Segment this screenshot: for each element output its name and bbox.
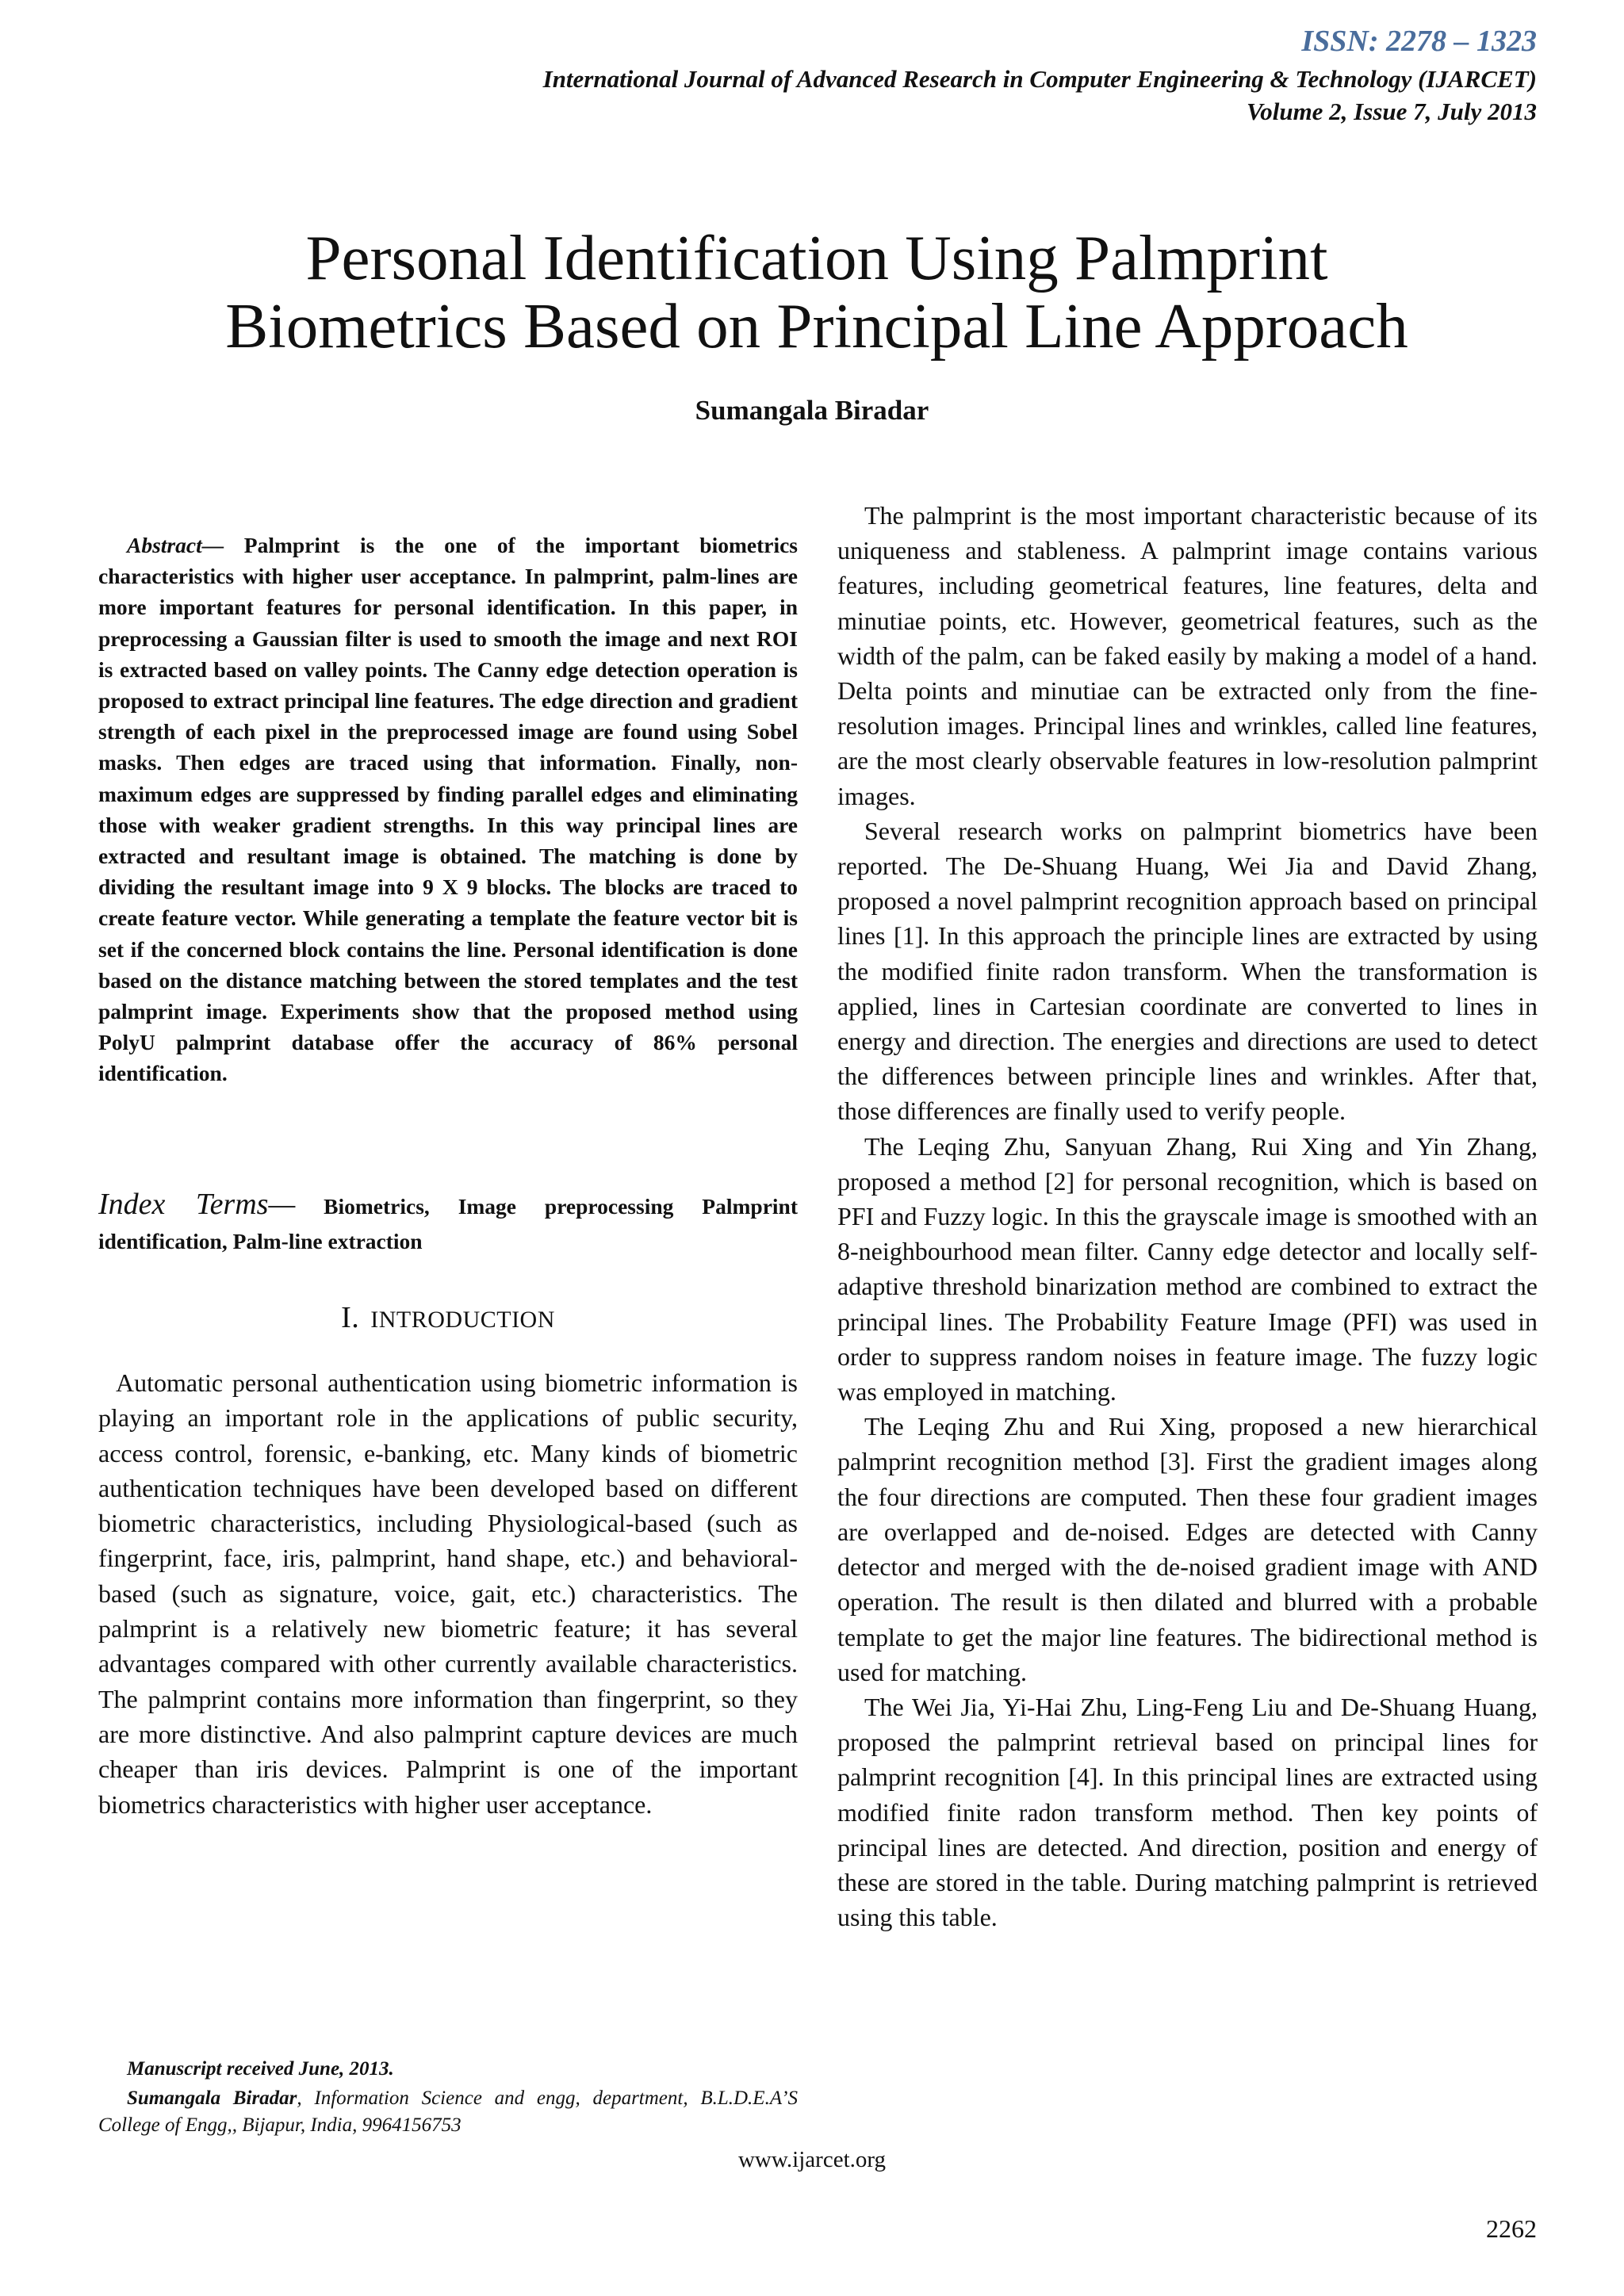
- abstract-text: Palmprint is the one of the important biometrics characteristics with higher user acceptance. In palmprint, palm-lines are more important features for personal identification. In this paper, in preprocessing a Gaussian filter is used to smooth the image and next ROI is extracted based on valley points. The Canny edge detection operation is proposed to extract principal line features. The edge direction and gradient strength of each pixel in the preprocessed image are found using Sobel masks. Then edges are traced using that information. Finally, non-maximum edges are suppressed by finding parallel edges and eliminating those with weaker gradient strengths. In this way principal lines are extracted and resultant image is obtained. The matching is done by dividing the resultant image into 9 X 9 blocks. The blocks are traced to create feature vector. While generating a template the feature vector bit is set if the concerned block contains the line. Personal identification is done based on the distance matching between the stored templates and the test palmprint image. Experiments show that the proposed method using PolyU palmprint database offer the accuracy of 86% personal identification.: [98, 533, 798, 1086]
- index-terms: [98, 1187, 798, 1259]
- journal-url: www.ijarcet.org: [737, 2147, 887, 2172]
- paper-title-line-1: Personal Identification Using Palmprint: [305, 222, 1328, 294]
- body-paragraph: The Leqing Zhu and Rui Xing, proposed a new hierarchical palmprint recognition method [3]. First the gradient images along the four directions are computed. Then these four gradient images are overlapped and de-noised. Edges are detected with Canny detector and merged with the de-noised gradient image with AND operation. The result is then dilated and blurred with a probable template to get the major line features. The bidirectional method is used for matching.: [837, 1412, 1538, 1686]
- body-paragraph: The Wei Jia, Yi-Hai Zhu, Ling-Feng Liu and De-Shuang Huang, proposed the palmprint retrieval based on principal lines for palmprint recognition [4]. In this principal lines are extracted using modified finite radon transform method. Then key points of principal lines are detected. And direction, position and energy of these are stored in the table. During matching palmprint is retrieved using this table.: [837, 1692, 1538, 1932]
- footnote-author: Sumangala Biradar: [127, 2087, 297, 2109]
- introduction-paragraph: Automatic personal authentication using biometric information is playing an important role in the applications of public security, access control, forensic, e-banking, etc. Many kinds of biometric authentication techniques have been developed based on different biometric characteristics, including Physiological-based (such as fingerprint, face, iris, palmprint, hand shape, etc.) and behavioral-based (such as signature, voice, gait, etc.) characteristics. The palmprint is a relatively new biometric feature; it has several advantages compared with other currently available characteristics. The palmprint contains more information than fingerprint, so they are more distinctive. And also palmprint capture devices are much cheaper than iris devices. Palmprint is one of the important biometrics characteristics with higher user acceptance.: [98, 1368, 798, 1819]
- section-number: I.: [341, 1301, 360, 1334]
- index-terms-label: Index Terms—: [98, 1188, 296, 1221]
- page-number: 2262: [1486, 2214, 1537, 2243]
- index-terms-text: Biometrics, Image preprocessing Palmprint identification, Palm-line extraction: [98, 1194, 798, 1253]
- abstract-label: Abstract—: [127, 533, 224, 557]
- paper-title: [119, 224, 1515, 360]
- journal-name: International Journal of Advanced Research in Computer Engineering & Technology (IJARCET): [542, 65, 1537, 93]
- volume-issue: Volume 2, Issue 7, July 2013: [1246, 98, 1537, 125]
- abstract: [98, 530, 798, 1089]
- section-heading-introduction: [98, 1300, 798, 1335]
- body-paragraph: The Leqing Zhu, Sanyuan Zhang, Rui Xing and Yin Zhang, proposed a method [2] for personal recognition, which is based on PFI and Fuzzy logic. In this the grayscale image is smoothed with an 8-neighbourhood mean filter. Canny edge detector and locally self-adaptive threshold binarization method are combined to extract the principal lines. The Probability Feature Image (PFI) was used in order to suppress random noises in feature image. The fuzzy logic was employed in matching.: [837, 1131, 1538, 1406]
- footnote-received: Manuscript received June, 2013.: [127, 2058, 394, 2080]
- footnote-affiliation: [98, 2085, 798, 2139]
- author-name: Sumangala Biradar: [695, 395, 929, 426]
- body-paragraph: The palmprint is the most important characteristic because of its uniqueness and stableness. A palmprint image contains various features, including geometrical features, line features, delta and minutiae points, etc. However, geometrical features, such as the width of the palm, can be faked easily by making a model of a hand. Delta points and minutiae can be extracted only from the fine-resolution images. Principal lines and wrinkles, called line features, are the most clearly observable features in low-resolution palmprint images.: [837, 501, 1538, 810]
- right-column: [837, 498, 1538, 1934]
- paper-title-line-2: Biometrics Based on Principal Line Approach: [225, 290, 1408, 362]
- body-paragraph: Several research works on palmprint biometrics have been reported. The De-Shuang Huang, Wei Jia and David Zhang, proposed a novel palmprint recognition approach based on principal lines [1]. In this approach the principle lines are extracted by using the modified finite radon transform. When the transformation is applied, lines in Cartesian coordinate are converted to lines in energy and direction. The energies and directions are used to detect the differences between principle lines and wrinkles. After that, those differences are finally used to verify people.: [837, 816, 1538, 1126]
- footnote-affiliation-text: , Information Science and engg, department, B.L.D.E.A’S College of Engg,, Bijapur, India, 9964156753: [98, 2087, 798, 2136]
- issn-header: ISSN: 2278 – 1323: [1301, 25, 1537, 58]
- section-title: INTRODUCTION: [370, 1307, 555, 1333]
